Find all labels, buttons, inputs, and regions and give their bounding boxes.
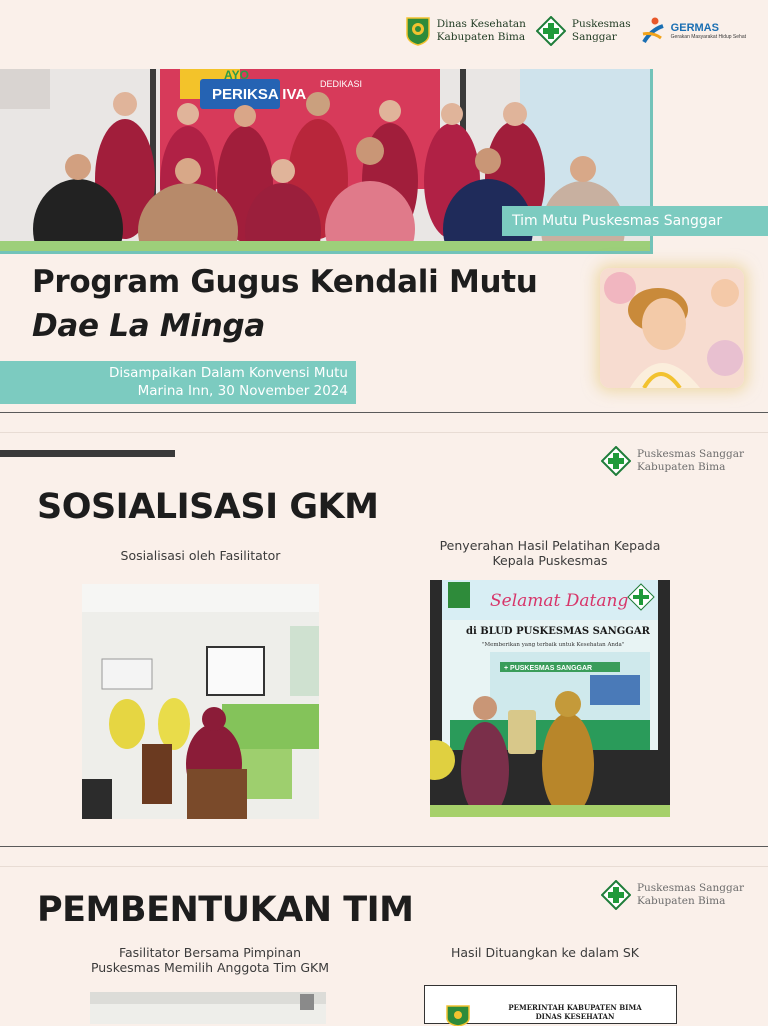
socialization-photo: [82, 584, 319, 819]
section1-logo: [601, 446, 744, 476]
germas-logo-group: [641, 16, 746, 46]
section-logo-line2: Kabupaten Bima: [636, 461, 726, 473]
classroom-photo-illustration: [82, 584, 319, 819]
sk-document-preview: [424, 985, 677, 1024]
puskesmas-logo-group: [536, 16, 631, 46]
section-logo-line1: Puskesmas Sanggar: [636, 882, 744, 894]
section1-title: SOSIALISASI GKM: [37, 487, 379, 527]
presentation-line1: Disampaikan Dalam Konvensi Mutu: [108, 365, 348, 381]
divider-2b: [0, 866, 768, 867]
puskesmas-line1: Puskesmas: [571, 18, 631, 30]
banner-ayo-text: AYO: [224, 69, 249, 82]
bima-regency-emblem-icon: [405, 16, 431, 46]
sign-motto-text: "Memberikan yang terbaik untuk Kesehatan Anda": [482, 642, 625, 648]
puskesmas-cross-icon: [601, 880, 631, 910]
section2-logo: [601, 880, 744, 910]
section2-right-caption: Hasil Dituangkan ke dalam SK: [451, 945, 639, 960]
woman-portrait-icon: [600, 268, 744, 388]
section2-title: PEMBENTUKAN TIM: [37, 890, 414, 930]
document-header-line1: PEMERINTAH KABUPATEN BIMA: [508, 1003, 642, 1012]
section1-left-caption: Sosialisasi oleh Fasilitator: [120, 548, 281, 563]
header-logos: [405, 16, 746, 46]
divider-1b: [0, 432, 768, 433]
hero-caption: Tim Mutu Puskesmas Sanggar: [502, 206, 768, 236]
dinas-line1: Dinas Kesehatan: [436, 18, 526, 30]
puskesmas-cross-icon: [601, 446, 631, 476]
section-logo-line2: Kabupaten Bima: [636, 895, 726, 907]
sign-welcome-text: Selamat Datang: [490, 591, 629, 611]
handover-photo-illustration: [430, 580, 670, 817]
page-subtitle: Dae La Minga: [32, 308, 265, 344]
building-label-text: + PUSKESMAS SANGGAR: [504, 665, 593, 672]
dinas-line2: Kabupaten Bima: [436, 31, 526, 43]
section1-right-caption: [420, 538, 680, 568]
section2-left-caption-line1: Fasilitator Bersama Pimpinan: [118, 945, 302, 960]
document-header-line2: DINAS KESEHATAN: [535, 1012, 615, 1021]
section1-right-caption-line2: Kepala Puskesmas: [492, 553, 608, 568]
puskesmas-cross-icon: [536, 16, 566, 46]
presentation-line2: Marina Inn, 30 November 2024: [137, 383, 348, 399]
section2-left-caption-line2: Puskesmas Memilih Anggota Tim GKM: [90, 960, 330, 975]
sign-place-text: di BLUD PUSKESMAS SANGGAR: [466, 626, 650, 637]
divider-1: [0, 412, 768, 413]
meeting-room-photo-illustration: [90, 992, 326, 1024]
banner-dedikasi-text: DEDIKASI: [320, 79, 363, 89]
team-selection-photo: [90, 992, 326, 1024]
section-accent-bar: [0, 450, 175, 457]
germas-name: GERMAS: [670, 22, 719, 34]
banner-periksa-text: PERIKSA IVA: [212, 86, 307, 103]
presentation-info: [0, 361, 356, 404]
divider-2: [0, 846, 768, 847]
handover-photo: [430, 580, 670, 817]
section1-right-caption-line1: Penyerahan Hasil Pelatihan Kepada: [439, 538, 661, 553]
section-logo-line1: Puskesmas Sanggar: [636, 448, 744, 460]
puskesmas-line2: Sanggar: [571, 31, 617, 43]
section2-left-caption: [60, 945, 360, 975]
germas-figure-icon: [641, 16, 665, 46]
page-title: Program Gugus Kendali Mutu: [32, 264, 538, 300]
bima-regency-emblem-icon: [445, 1004, 471, 1026]
woman-illustration: [600, 268, 744, 388]
germas-tagline: Gerakan Masyarakat Hidup Sehat: [670, 34, 746, 40]
dinas-logo-group: [405, 16, 526, 46]
